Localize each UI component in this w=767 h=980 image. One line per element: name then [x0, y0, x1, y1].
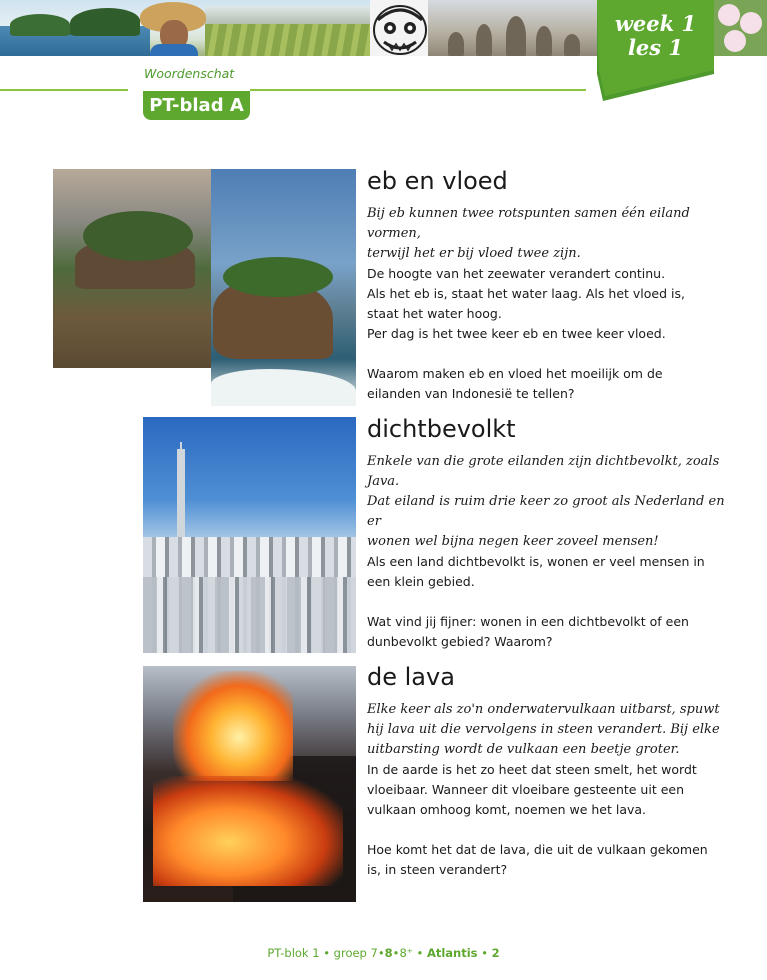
footer-separator: • — [323, 946, 331, 960]
footer-page-number: 2 — [491, 946, 500, 960]
body-line: Per dag is het twee keer eb en twee keer vloed. — [367, 326, 666, 341]
entry-dichtbevolkt — [367, 414, 727, 652]
question-line: Hoe komt het dat de lava, die uit de vulkaan gekomen — [367, 842, 708, 857]
banner-flower — [724, 30, 746, 52]
body-line: Als een land dichtbevolkt is, wonen er veel mensen in — [367, 554, 705, 569]
tide-photo — [53, 169, 356, 406]
footer-group-dot: • — [377, 946, 385, 960]
intro-line: wonen wel bijna negen keer zoveel mensen! — [367, 534, 659, 549]
banner-stupa — [506, 16, 526, 56]
intro-line: hij lava uit die vervolgens in steen verandert. Bij elke — [367, 722, 720, 737]
body-line: staat het water hoog. — [367, 306, 502, 321]
banner-island — [70, 8, 140, 36]
intro-line: Dat eiland is ruim drie keer zo groot als Nederland en er — [367, 494, 725, 529]
banner-stupa — [448, 32, 464, 56]
divider-line — [0, 89, 128, 91]
question-line: eilanden van Indonesië te tellen? — [367, 386, 575, 401]
entry-question — [367, 612, 727, 652]
entry-body — [367, 552, 727, 592]
body-line: vulkaan omhoog komt, noemen we het lava. — [367, 802, 647, 817]
banner-flower — [740, 12, 762, 34]
worksheet-badge: PT-blad A — [143, 91, 250, 120]
banner-temple-image — [428, 0, 600, 56]
entry-title: eb en vloed — [367, 167, 508, 195]
footer-group-prefix: groep 7 — [333, 946, 378, 960]
divider-line — [250, 89, 586, 91]
lava-fountain — [173, 671, 293, 781]
body-line: een klein gebied. — [367, 574, 475, 589]
week-label: week 1 — [614, 11, 697, 36]
banner-ricefield-image — [205, 24, 375, 56]
body-line: vloeibaar. Wanneer dit vloeibare gesteente uit een — [367, 782, 684, 797]
question-line: Waarom maken eb en vloed het moeilijk om de — [367, 366, 663, 381]
lesson-label: les 1 — [627, 35, 684, 60]
page-footer — [0, 946, 767, 960]
intro-line: Enkele van die grote eilanden zijn dichtbevolkt, zoals Java. — [367, 454, 720, 489]
entry-question — [367, 840, 727, 880]
lava-flow — [153, 776, 343, 886]
intro-line: Bij eb kunnen twee rotspunten samen één eiland vormen, — [367, 206, 690, 241]
question-line: Wat vind jij fijner: wonen in een dichtbevolkt of een — [367, 614, 689, 629]
city-photo — [143, 417, 356, 653]
entry-title: dichtbevolkt — [367, 415, 516, 443]
footer-group-dot: • — [392, 946, 400, 960]
footer-separator: • — [481, 946, 488, 960]
entry-de-lava — [367, 662, 727, 880]
question-line: is, in steen verandert? — [367, 862, 508, 877]
body-line: De hoogte van het zeewater verandert continu. — [367, 266, 666, 281]
footer-group — [334, 946, 413, 960]
entry-title: de lava — [367, 663, 455, 691]
intro-line: terwijl het er bij vloed twee zijn. — [367, 246, 581, 261]
footer-group-main: 8 — [384, 946, 393, 960]
entry-question — [367, 364, 727, 404]
body-line: In de aarde is het zo heet dat steen smelt, het wordt — [367, 762, 697, 777]
intro-line: uitbarsting wordt de vulkaan een beetje groter. — [367, 742, 680, 757]
entry-body — [367, 264, 727, 344]
intro-line: Elke keer als zo'n onderwatervulkaan uitbarst, spuwt — [367, 702, 720, 717]
footer-group-suffix: 8⁺ — [399, 946, 413, 960]
banner-island — [10, 14, 70, 36]
question-line: dunbevolkt gebied? Waarom? — [367, 634, 553, 649]
footer-book: Atlantis — [426, 946, 478, 960]
banner-flowers-image — [712, 0, 767, 56]
body-line: Als het eb is, staat het water laag. Als het vloed is, — [367, 286, 685, 301]
footer-block: PT-blok 1 — [267, 946, 320, 960]
entry-body — [367, 760, 727, 820]
week-lesson-label — [597, 12, 714, 60]
entry-intro — [367, 204, 727, 264]
lava-photo — [143, 666, 356, 902]
entry-intro — [367, 452, 727, 552]
city-buildings — [143, 577, 356, 653]
banner-flower — [718, 4, 740, 26]
banner-stupa — [564, 34, 580, 56]
entry-intro — [367, 700, 727, 760]
section-label: Woordenschat — [144, 66, 235, 81]
banner-stupa — [476, 24, 492, 56]
footer-separator: • — [416, 946, 424, 960]
banner-farmer-shirt — [150, 44, 198, 56]
entry-eb-en-vloed — [367, 166, 727, 404]
temple-trees — [83, 211, 193, 261]
banner-stupa — [536, 26, 552, 56]
banner-mask-image — [370, 0, 430, 56]
temple-trees — [223, 257, 333, 297]
